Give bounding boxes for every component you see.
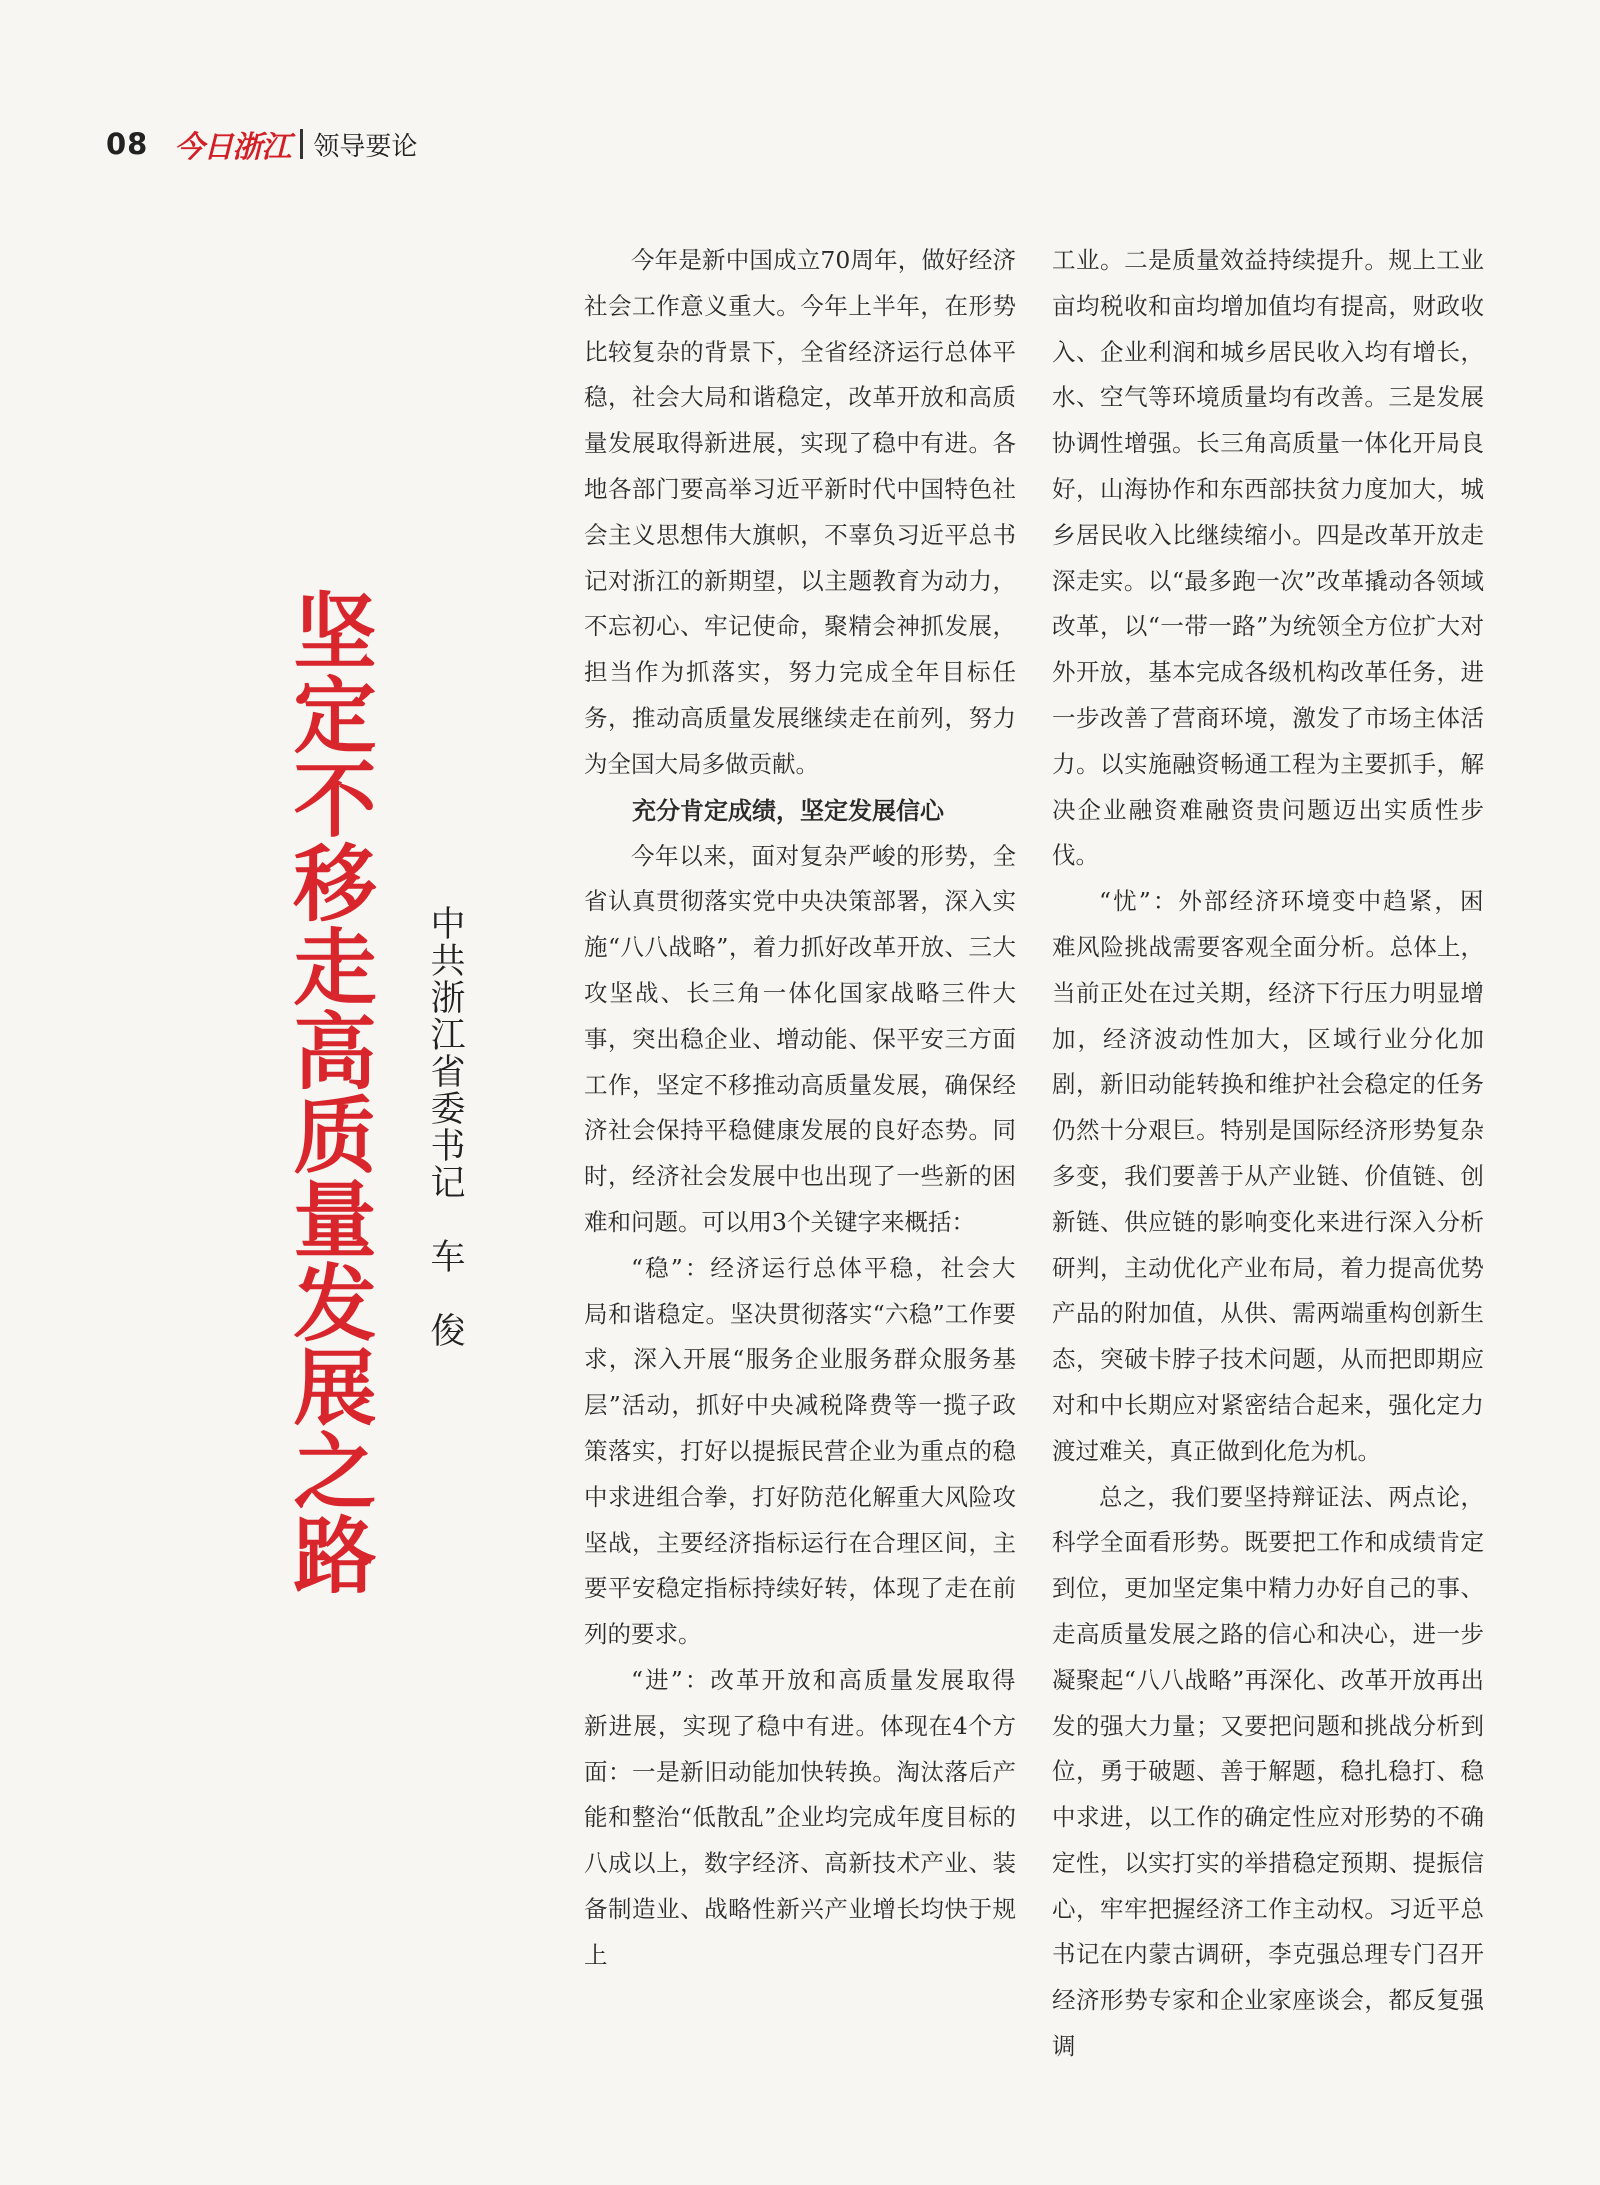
header-divider xyxy=(300,129,303,159)
article-byline: 中共浙江省委书记 车 俊 xyxy=(425,905,465,1349)
keyword-lead: “稳”：经济运行总体平稳，社会大局和谐稳定。 xyxy=(584,1253,1016,1328)
paragraph xyxy=(1052,879,1484,1474)
paragraph-body: 坚决贯彻落实“六稳”工作要求，深入开展“服务企业服务群众服务基层”活动，抓好中央减税降费等一揽子政策落实，打好以提振民营企业为重点的稳中求进组合拳，打好防范化解重大风险攻坚战，主要经济指标运行在合理区间，主要平安稳定指标持续好转，体现了走在前列的要求。 xyxy=(584,1299,1017,1649)
page-header xyxy=(106,124,417,164)
text-column-right xyxy=(1052,238,1484,2070)
paragraph xyxy=(584,1246,1016,1658)
article-title: 坚定不移走高质量发展之路 xyxy=(279,588,376,1596)
paragraph: 今年以来，面对复杂严峻的形势，全省认真贯彻落实党中央决策部署，深入实施“八八战略”，着力抓好改革开放、三大攻坚战、长三角一体化国家战略三件大事，突出稳企业、增动能、保平安三方面工作，坚定不移推动高质量发展，确保经济社会保持平稳健康发展的良好态势。同时，经济社会发展中也出现了一些新的困难和问题。可以用3个关键字来概括： xyxy=(584,841,1016,1236)
page-number: 08 xyxy=(106,127,149,161)
text-column-left xyxy=(584,238,1016,1978)
paragraph-body: 总体上，当前正处在过关期，经济下行压力明显增加，经济波动性加大，区域行业分化加剧，新旧动能转换和维护社会稳定的任务仍然十分艰巨。特别是国际经济形势复杂多变，我们要善于从产业链、价值链、创新链、供应链的影响变化来进行深入分析研判，主动优化产业布局，着力提高优势产品的附加值，从供、需两端重构创新生态，突破卡脖子技术问题，从而把即期应对和中长期应对紧密结合起来，强化定力渡过难关，真正做到化危为机。 xyxy=(1052,932,1485,1465)
paragraph xyxy=(584,1658,1016,1979)
paragraph-body: 体现在4个方面：一是新旧动能加快转换。淘汰落后产能和整治“低散乱”企业均完成年度目标的八成以上，数字经济、高新技术产业、装备制造业、战略性新兴产业增长均快于规上 xyxy=(584,1711,1017,1969)
keyword-lead: “忧”：外部经济环境变中趋紧，困难风险挑战需要客观全面分析。 xyxy=(1052,887,1484,961)
section-name: 领导要论 xyxy=(313,131,418,162)
paragraph: 总之，我们要坚持辩证法、两点论，科学全面看形势。既要把工作和成绩肯定到位，更加坚定集中精力办好自己的事、走高质量发展之路的信心和决心，进一步凝聚起“八八战略”再深化、改革开放再出发的强大力量；又要把问题和挑战分析到位，勇于破题、善于解题，稳扎稳打、稳中求进，以工作的确定性应对形势的不确定性，以实打实的举措稳定预期、提振信心，牢牢把握经济工作主动权。习近平总书记在内蒙古调研，李克强总理专门召开经济形势专家和企业家座谈会，都反复强调 xyxy=(1052,1482,1484,2061)
subheading: 充分肯定成绩，坚定发展信心 xyxy=(632,796,944,825)
paragraph-intro: 今年是新中国成立70周年，做好经济社会工作意义重大。今年上半年，在形势比较复杂的背景下，全省经济运行总体平稳，社会大局和谐稳定，改革开放和高质量发展取得新进展，实现了稳中有进。各地各部门要高举习近平新时代中国特色社会主义思想伟大旗帜，不辜负习近平总书记对浙江的新期望，以主题教育为动力，不忘初心、牢记使命，聚精会神抓发展，担当作为抓落实，努力完成全年目标任务，推动高质量发展继续走在前列，努力为全国大局多做贡献。 xyxy=(584,246,1016,778)
magazine-logo: 今日浙江 xyxy=(174,130,291,165)
paragraph-continued: 工业。二是质量效益持续提升。规上工业亩均税收和亩均增加值均有提高，财政收入、企业利润和城乡居民收入均有增长，水、空气等环境质量均有改善。三是发展协调性增强。长三角高质量一体化开局良好，山海协作和东西部扶贫力度加大，城乡居民收入比继续缩小。四是改革开放走深走实。以“最多跑一次”改革撬动各领域改革，以“一带一路”为统领全方位扩大对外开放，基本完成各级机构改革任务，进一步改善了营商环境，激发了市场主体活力。以实施融资畅通工程为主要抓手，解决企业融资难融资贵问题迈出实质性步伐。 xyxy=(1052,246,1484,870)
keyword-lead: “进”：改革开放和高质量发展取得新进展，实现了稳中有进。 xyxy=(584,1665,1016,1740)
